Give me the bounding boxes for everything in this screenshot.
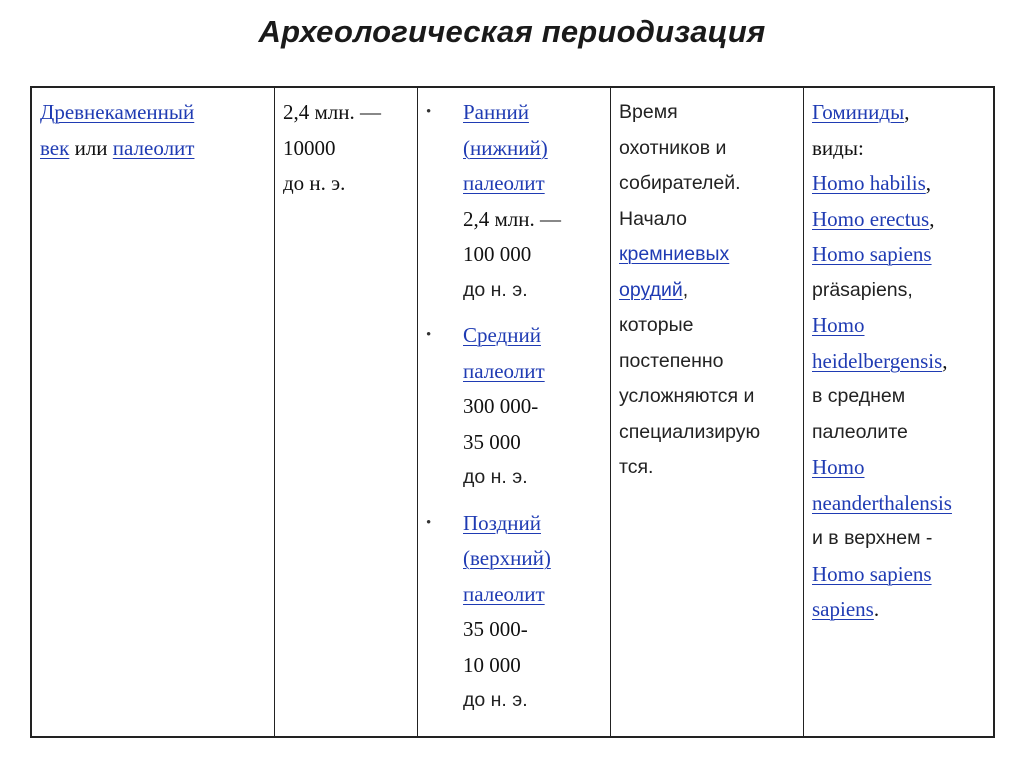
punctuation: , (904, 100, 910, 124)
subperiod-range: 35 000 (463, 429, 521, 454)
subperiod-item-middle (426, 318, 602, 496)
species-label: виды: (812, 135, 864, 160)
link-subperiod-name[interactable]: Поздний (463, 510, 541, 535)
link-homo-neanderthalensis[interactable]: Homo (812, 455, 865, 479)
subperiod-range: 100 000 (463, 242, 532, 266)
subperiod-range: 300 000- (463, 394, 539, 418)
link-subperiod-name[interactable]: (верхний) (463, 546, 551, 570)
column-epoch (32, 88, 275, 736)
bullet-icon: • (426, 327, 432, 343)
subperiod-era: до н. э. (463, 689, 528, 711)
link-homo-sapiens[interactable]: Homo sapiens (812, 242, 932, 266)
link-homo-sapiens-sapiens[interactable]: sapiens (812, 597, 874, 621)
desc-line: Начало (619, 207, 687, 230)
column-dates (275, 88, 418, 736)
punctuation: , (929, 206, 935, 231)
column-subperiods (418, 88, 611, 736)
link-subperiod-name[interactable]: палеолит (463, 171, 545, 195)
punctuation: , (682, 278, 689, 301)
subperiod-era: до н. э. (463, 278, 528, 301)
date-line: до н. э. (283, 171, 346, 195)
link-paleolit[interactable]: палеолит (112, 135, 195, 160)
periodization-table (30, 86, 995, 738)
desc-line: Время (619, 101, 678, 123)
text-ili: или (74, 135, 108, 160)
link-homo-heidelbergensis[interactable]: Homo (812, 313, 865, 337)
desc-line: постепенно (619, 349, 724, 372)
bullet-icon: • (426, 104, 432, 120)
desc-line: которые (619, 314, 694, 336)
desc-line: усложняются и (619, 385, 755, 407)
link-vek[interactable]: век (40, 135, 70, 160)
link-homo-erectus[interactable]: Homo erectus (812, 206, 930, 231)
link-subperiod-name[interactable]: Средний (463, 323, 541, 347)
subperiod-era: до н. э. (463, 466, 528, 488)
link-hominids[interactable]: Гоминиды (812, 100, 905, 124)
link-drevnekamenny[interactable]: Древнекаменный (40, 100, 195, 124)
desc-line: тся. (619, 456, 654, 478)
subperiod-item-late (426, 506, 602, 719)
desc-line: охотников и (619, 136, 727, 159)
column-hominids (804, 88, 993, 736)
text-upper: и в верхнем - (812, 527, 933, 549)
subperiod-item-early (426, 95, 602, 308)
text-prasapiens: präsapiens, (812, 278, 913, 301)
page-title: Археологическая периодизация (258, 14, 766, 49)
link-subperiod-name[interactable]: палеолит (463, 581, 545, 606)
link-kremnievykh[interactable]: кремниевых (619, 243, 730, 265)
subperiod-range: 2,4 млн. — (463, 206, 562, 231)
bullet-icon: • (426, 514, 432, 531)
desc-line: специализирую (619, 420, 761, 443)
link-subperiod-name[interactable]: палеолит (463, 358, 545, 383)
link-subperiod-name[interactable]: Ранний (463, 100, 529, 124)
column-description (611, 88, 804, 736)
link-homo-heidelbergensis[interactable]: heidelbergensis (812, 348, 943, 373)
punctuation: , (925, 171, 931, 195)
text-middle: в среднем (812, 385, 906, 407)
punctuation: . (873, 597, 880, 621)
text-middle: палеолите (812, 420, 908, 443)
link-homo-sapiens-sapiens[interactable]: Homo sapiens (812, 561, 932, 586)
link-subperiod-name[interactable]: (нижний) (463, 135, 548, 160)
punctuation: , (942, 348, 948, 373)
subperiod-range: 35 000- (463, 617, 528, 641)
link-homo-habilis[interactable]: Homo habilis (812, 171, 926, 195)
desc-line: собирателей. (619, 172, 741, 194)
subperiod-range: 10 000 (463, 652, 521, 677)
link-homo-neanderthalensis[interactable]: neanderthalensis (812, 490, 952, 515)
date-line: 2,4 млн. — (283, 100, 382, 124)
date-line: 10000 (283, 135, 336, 160)
link-orudiy[interactable]: орудий (619, 278, 683, 301)
